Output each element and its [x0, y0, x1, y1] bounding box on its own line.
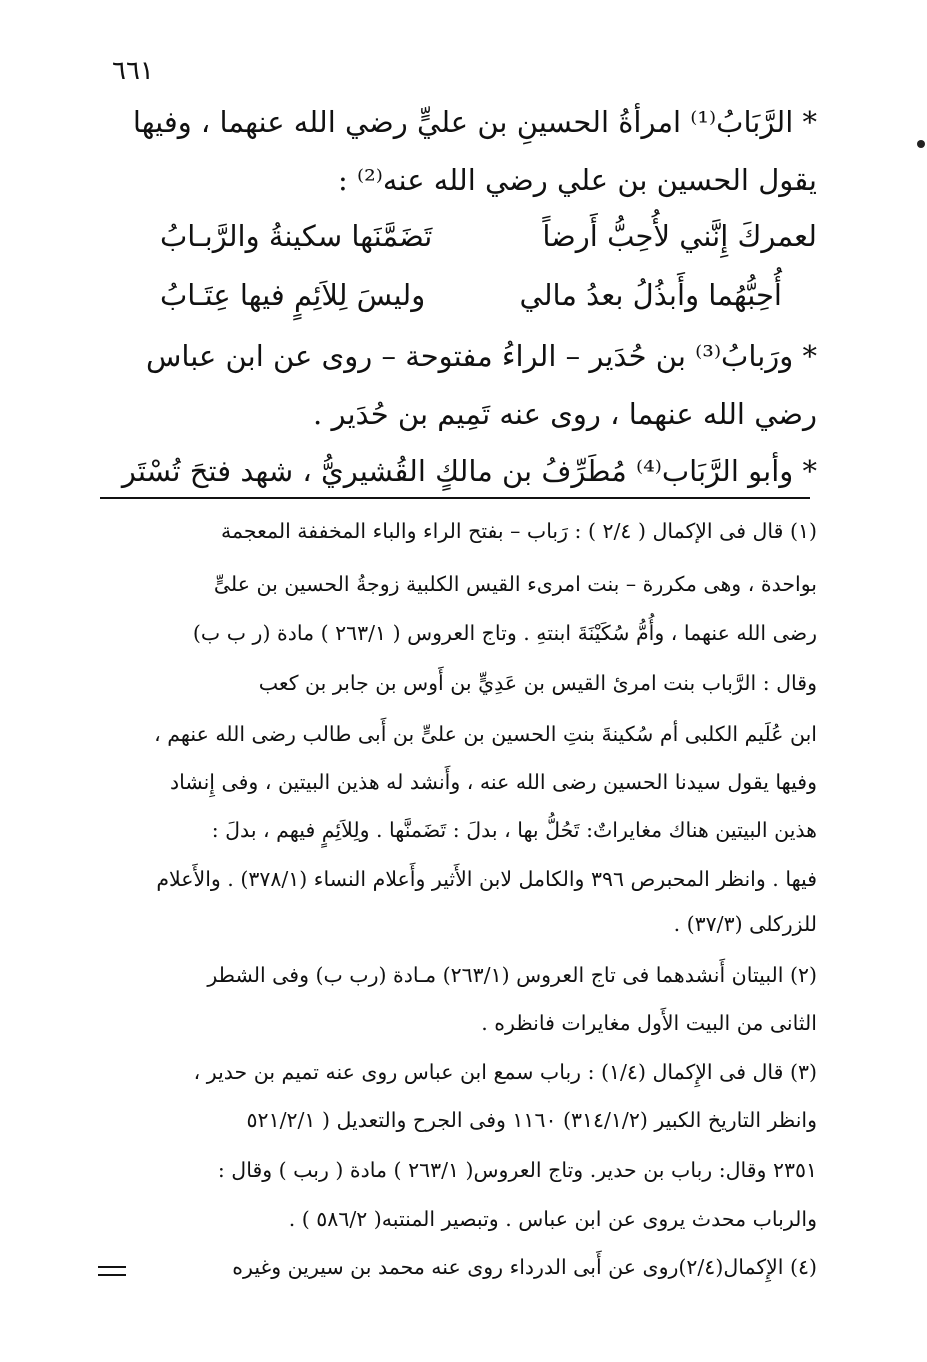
footnote-line: (١) قال فى الإكمال ( ٢/٤ ) : رَباب – بفتح الراء والباء المخففة المعجمة	[221, 519, 817, 543]
page-number: ٦٦١	[112, 56, 154, 86]
main-text-line: * الرَّبَابُ⁽¹⁾ امرأةُ الحسينِ بن عليٍّ رضي الله عنهما ، وفيها	[132, 105, 817, 139]
footnote-separator	[100, 497, 810, 499]
footnote-line: الثانى من البيت الأَول مغايرات فانظره .	[481, 1011, 817, 1035]
continuation-mark	[98, 1266, 126, 1276]
footnote-line: بواحدة ، وهى مكررة – بنت امرىء القيس الكلبية زوجةُ الحسين بن علىٍّ	[213, 572, 817, 596]
footnote-line: ابن عُلَيم الكلبى أم سُكينةَ بنتِ الحسين بن علىٍّ بن أَبى طالب رضى الله عنهم ،	[154, 722, 817, 746]
verse-2-second-hemistich: وليسَ لِلاَئِمٍ فيها عِتَـابُ	[160, 278, 426, 312]
margin-mark	[917, 140, 925, 148]
main-text-line: رضي الله عنهما ، روى عنه تَمِيم بن حُدَير .	[313, 397, 817, 431]
footnote-line: والرباب محدث يروى عن ابن عباس . وتبصير المنتبه( ٥٨٦/٢ ) .	[288, 1207, 817, 1231]
verse-1-first-hemistich: لعمركَ إِنَّني لأُحِبُّ أَرضاً	[542, 219, 817, 253]
footnote-line: وانظر التاريخ الكبير (٣١٤/١/٢) ١١٦٠ وفى الجرح والتعديل ( ٥٢١/٢/١	[246, 1108, 817, 1132]
footnote-line: هذين البيتين هناك مغايراتٌ: تَحُلُّ بها ، بدلَ : تَضَمنَّها . ولِلاَئِمٍ فيهم ، بدلَ :	[211, 818, 817, 842]
footnote-line: (٣) قال فى الإِكمال (١/٤) : رباب سمع ابن عباس روى عنه تميم بن حدير ،	[193, 1060, 817, 1084]
footnote-line: فيها . وانظر المحبرص ٣٩٦ والكامل لابن الأَثير وأَعلام النساء (٣٧٨/١) . والأَعلام	[156, 867, 817, 891]
footnote-line: وقال : الرَّباب بنت امرئ القيس بن عَدِيٍّ بن أَوس بن جابر بن كعب	[258, 671, 817, 695]
main-text-line: * وأبو الرَّبَاب⁽⁴⁾ مُطَرِّفُ بن مالكٍ القُشيريُّ ، شهد فتحَ تُسْتَر	[121, 454, 817, 488]
footnote-line: وفيها يقول سيدنا الحسين رضى الله عنه ، وأَنشد له هذين البيتين ، وفى إِنشاد	[169, 770, 817, 794]
verse-1-second-hemistich: تَضَمَّنَها سكينةُ والرَّبـابُ	[160, 219, 433, 253]
main-text-line: يقول الحسين بن علي رضي الله عنه⁽²⁾ :	[338, 163, 817, 197]
footnote-line: (٤) الإِكمال(٢/٤)روى عن أَبى الدرداء روى عنه محمد بن سيرين وغيره	[232, 1255, 817, 1279]
main-text-line: * ورَبابُ⁽³⁾ بن حُدَير – الراءُ مفتوحة – روى عن ابن عباس	[146, 339, 817, 373]
footnote-line: للزركلى (٣٧/٣) .	[673, 912, 817, 936]
footnote-line: رضى الله عنهما ، وأُمُّ سُكَيْنَةَ ابنتهِ . وتاج العروس ( ٢٦٣/١ ) مادة (ر ب ب)	[192, 621, 817, 645]
footnote-line: (٢) البيتان أَنشدهما فى تاج العروس (٢٦٣/١) مـادة (رب ب) وفى الشطر	[207, 963, 817, 987]
footnote-line: ٢٣٥١ وقال: رباب بن حدير. وتاج العروس( ٢٦٣/١ ) مادة ( ربب ) وقال :	[217, 1158, 817, 1182]
verse-2-first-hemistich: أُحِبُّهُما وأَبذُلُ بعدُ مالي	[519, 278, 782, 312]
